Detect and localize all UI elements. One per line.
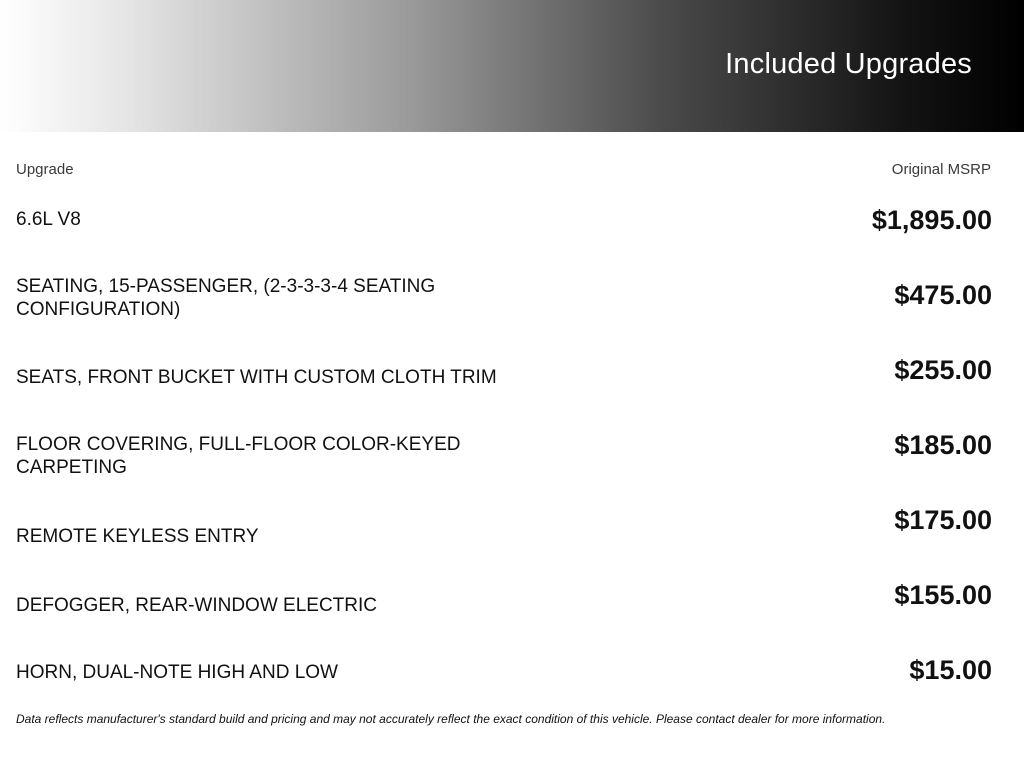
upgrade-row — [16, 430, 992, 490]
column-header-upgrade: Upgrade — [16, 161, 74, 178]
page-title: Included Upgrades — [725, 48, 972, 80]
upgrade-price: $475.00 — [894, 280, 992, 310]
upgrade-row — [16, 276, 992, 340]
upgrade-name: HORN, DUAL-NOTE HIGH AND LOW — [16, 662, 338, 683]
upgrade-row — [16, 655, 992, 715]
upgrade-price: $15.00 — [909, 655, 992, 685]
upgrade-row — [16, 205, 992, 265]
upgrade-row — [16, 580, 992, 640]
upgrade-price: $155.00 — [894, 580, 992, 610]
upgrade-price: $175.00 — [894, 505, 992, 535]
upgrade-name: REMOTE KEYLESS ENTRY — [16, 526, 259, 547]
upgrade-price: $185.00 — [894, 430, 992, 460]
upgrade-name: FLOOR COVERING, FULL-FLOOR COLOR-KEYED CARPETING — [16, 434, 461, 478]
upgrade-row — [16, 505, 992, 565]
header-banner — [0, 0, 1024, 132]
upgrade-price: $1,895.00 — [871, 205, 992, 235]
disclaimer-note: Data reflects manufacturer's standard build and pricing and may not accurately reflect the exact condition of this vehicle. Please contact dealer for more information. — [16, 712, 886, 726]
upgrade-name: SEATING, 15-PASSENGER, (2-3-3-3-4 SEATING CONFIGURATION) — [16, 276, 436, 320]
column-header-msrp: Original MSRP — [891, 161, 991, 178]
upgrade-price: $255.00 — [894, 355, 992, 385]
upgrade-row — [16, 355, 992, 415]
upgrade-name: DEFOGGER, REAR-WINDOW ELECTRIC — [16, 595, 378, 616]
upgrade-name: SEATS, FRONT BUCKET WITH CUSTOM CLOTH TRIM — [16, 367, 497, 388]
upgrade-name: 6.6L V8 — [16, 209, 81, 230]
